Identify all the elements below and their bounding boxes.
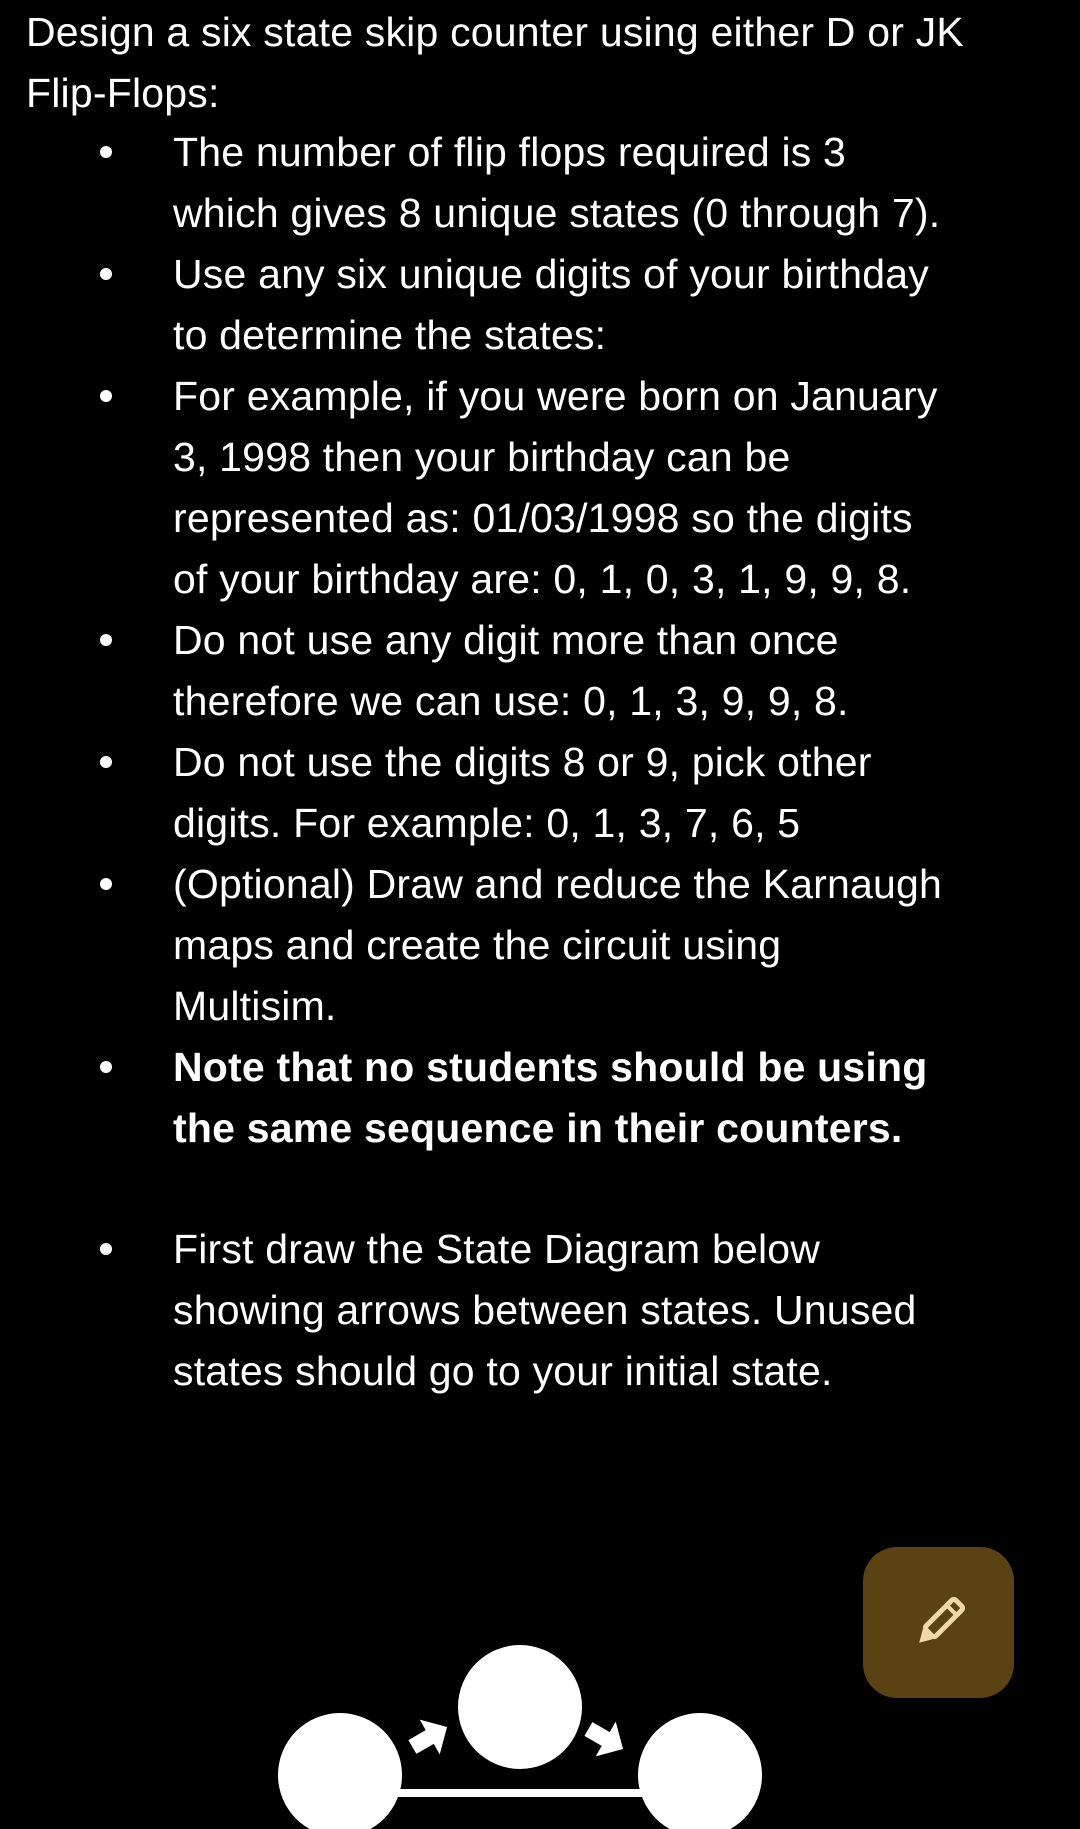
bullet-dot — [100, 146, 112, 158]
arrow-icon — [578, 1712, 633, 1767]
instruction-list — [0, 122, 1080, 1402]
list-item-line: (Optional) Draw and reduce the Karnaugh — [173, 861, 943, 907]
heading-line-1: Design a six state skip counter using either D or JK — [26, 9, 964, 55]
list-item-note — [0, 1037, 1080, 1159]
document-heading — [26, 2, 1056, 124]
list-item-line: First draw the State Diagram below — [173, 1226, 821, 1272]
list-item-line: to determine the states: — [173, 312, 607, 358]
list-item-line: For example, if you were born on January — [173, 373, 938, 419]
list-item-line: the same sequence in their counters. — [173, 1105, 903, 1151]
bullet-dot — [100, 268, 112, 280]
list-item-line: maps and create the circuit using — [173, 922, 782, 968]
list-item-line: Do not use the digits 8 or 9, pick other — [173, 739, 872, 785]
bullet-dot — [100, 634, 112, 646]
list-item-line: of your birthday are: 0, 1, 0, 3, 1, 9, 9, 8. — [173, 556, 912, 602]
bullet-dot — [100, 1243, 112, 1255]
arrow-icon — [402, 1710, 457, 1765]
list-item-line: Note that no students should be using — [173, 1044, 928, 1090]
list-item — [0, 732, 1080, 854]
state-node-right — [638, 1713, 762, 1829]
bullet-dot — [100, 756, 112, 768]
list-item-line: Multisim. — [173, 983, 337, 1029]
list-item — [0, 610, 1080, 732]
heading-line-2: Flip-Flops: — [26, 70, 220, 116]
list-item-line: represented as: 01/03/1998 so the digits — [173, 495, 913, 541]
bullet-dot — [100, 390, 112, 402]
list-item — [0, 854, 1080, 1037]
bullet-dot — [100, 878, 112, 890]
list-item — [0, 122, 1080, 244]
list-item-line: states should go to your initial state. — [173, 1348, 833, 1394]
list-item-line: The number of flip flops required is 3 — [173, 129, 847, 175]
list-item-line: which gives 8 unique states (0 through 7). — [173, 190, 941, 236]
list-item — [0, 1219, 1080, 1402]
list-item-line: therefore we can use: 0, 1, 3, 9, 9, 8. — [173, 678, 849, 724]
list-item-line: Do not use any digit more than once — [173, 617, 839, 663]
state-node-top — [458, 1645, 582, 1769]
state-diagram — [0, 1630, 1080, 1829]
list-item-line: 3, 1998 then your birthday can be — [173, 434, 791, 480]
state-node-left — [278, 1713, 402, 1829]
list-item-line: digits. For example: 0, 1, 3, 7, 6, 5 — [173, 800, 801, 846]
list-item-line: Use any six unique digits of your birthday — [173, 251, 929, 297]
list-item — [0, 244, 1080, 366]
list-item-line: showing arrows between states. Unused — [173, 1287, 917, 1333]
list-item — [0, 366, 1080, 610]
bullet-dot — [100, 1061, 112, 1073]
